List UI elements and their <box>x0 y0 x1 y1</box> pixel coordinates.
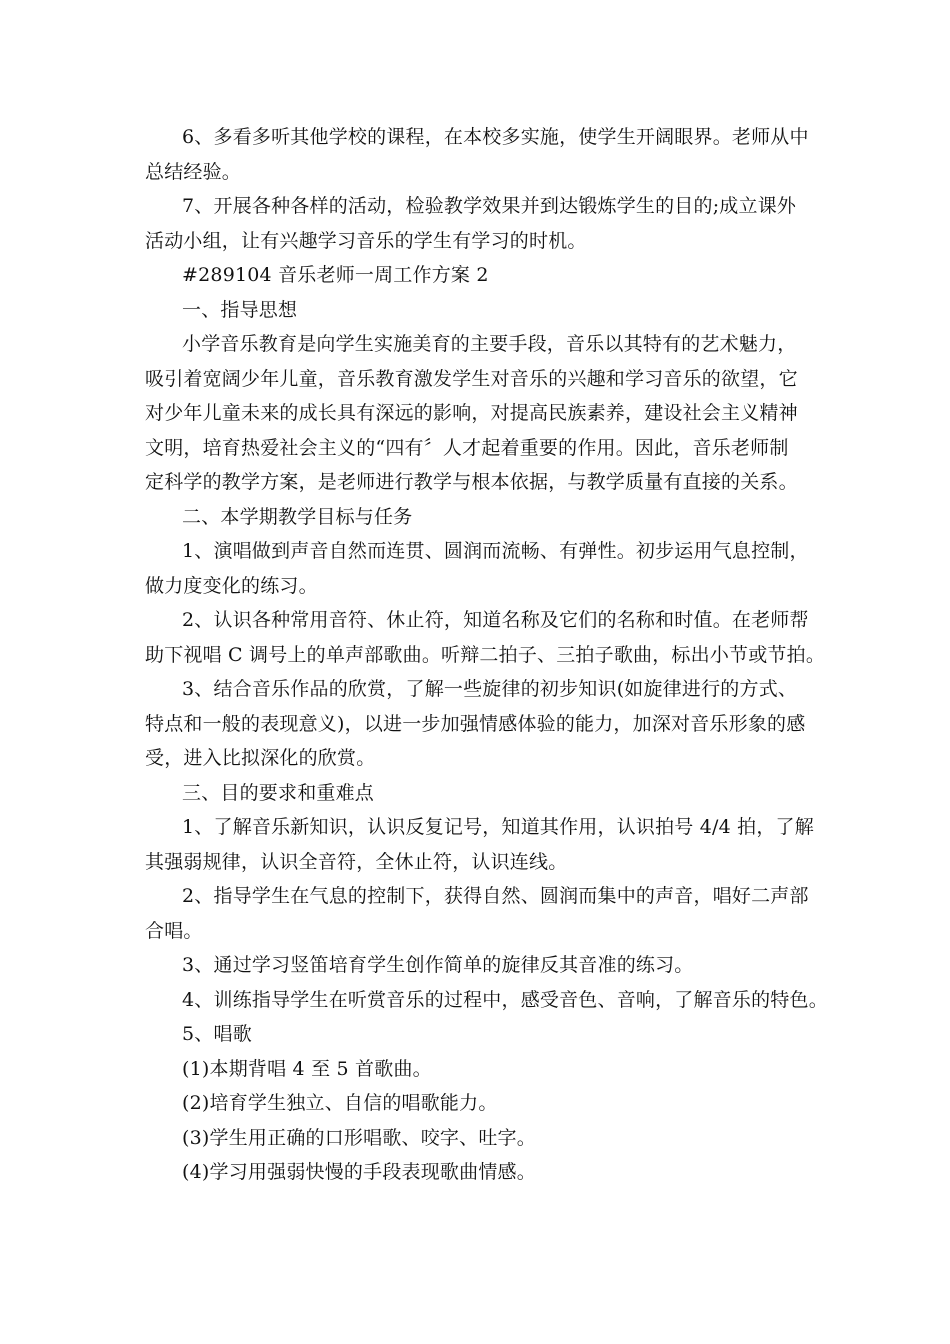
list-item: (3)学生用正确的口形唱歌、咬字、吐字。 <box>182 1126 536 1149</box>
text-line: 5、唱歌 <box>182 1023 252 1045</box>
text-line: 做力度变化的练习。 <box>145 574 318 597</box>
section-title: #289104 音乐老师一周工作方案 2 <box>182 264 489 286</box>
text-line: 定科学的教学方案，是老师进行教学与根本依据，与教学质量有直接的关系。 <box>145 471 798 493</box>
text-line: 6、多看多听其他学校的课程，在本校多实施，使学生开阔眼界。老师从中 <box>182 126 809 148</box>
text-line: 4、训练指导学生在听赏音乐的过程中，感受音色、音响，了解音乐的特色。 <box>182 988 828 1011</box>
text-line: 吸引着宽阔少年儿童，音乐教育激发学生对音乐的兴趣和学习音乐的欲望，它 <box>145 367 798 390</box>
text-line: 其强弱规律，认识全音符，全休止符，认识连线。 <box>145 850 568 873</box>
text-line: 1、演唱做到声音自然而连贯、圆润而流畅、有弹性。初步运用气息控制， <box>182 540 809 562</box>
text-line: 特点和一般的表现意义)，以进一步加强情感体验的能力，加深对音乐形象的感 <box>145 712 806 735</box>
heading: 一、指导思想 <box>182 298 298 321</box>
text-line: 小学音乐教育是向学生实施美育的主要手段，音乐以其特有的艺术魅力， <box>182 333 797 355</box>
heading: 二、本学期教学目标与任务 <box>182 505 413 528</box>
text-line: 合唱。 <box>145 919 203 942</box>
text-line: 3、通过学习竖笛培育学生创作简单的旋律反其音准的练习。 <box>182 954 694 976</box>
text-line: 助下视唱 C 调号上的单声部歌曲。听辩二拍子、三拍子歌曲，标出小节或节拍。 <box>145 643 826 666</box>
text-line: 1、了解音乐新知识，认识反复记号，知道其作用，认识拍号 4/4 拍，了解 <box>182 816 814 838</box>
text-line: 总结经验。 <box>145 160 242 183</box>
text-line: 3、结合音乐作品的欣赏，了解一些旋律的初步知识(如旋律进行的方式、 <box>182 678 798 700</box>
text-line: 2、认识各种常用音符、休止符，知道名称及它们的名称和时值。在老师帮 <box>182 609 809 631</box>
text-line: 受，进入比拟深化的欣赏。 <box>145 747 376 769</box>
text-line: 活动小组，让有兴趣学习音乐的学生有学习的时机。 <box>145 229 587 252</box>
heading: 三、目的要求和重难点 <box>182 781 375 804</box>
document-body <box>145 120 828 1190</box>
text-line: 对少年儿童未来的成长具有深远的影响，对提高民族素养，建设社会主义精神 <box>145 402 798 424</box>
text-line: 7、开展各种各样的活动，检验教学效果并到达锻炼学生的目的;成立课外 <box>182 195 797 217</box>
list-item: (1)本期背唱 4 至 5 首歌曲。 <box>182 1057 432 1080</box>
text-line: 文明，培育热爱社会主义的“四有〞人才起着重要的作用。因此，音乐老师制 <box>145 436 789 459</box>
list-item: (2)培育学生独立、自信的唱歌能力。 <box>182 1092 498 1114</box>
text-line: 2、指导学生在气息的控制下，获得自然、圆润而集中的声音，唱好二声部 <box>182 885 809 907</box>
list-item: (4)学习用强弱快慢的手段表现歌曲情感。 <box>182 1161 536 1183</box>
